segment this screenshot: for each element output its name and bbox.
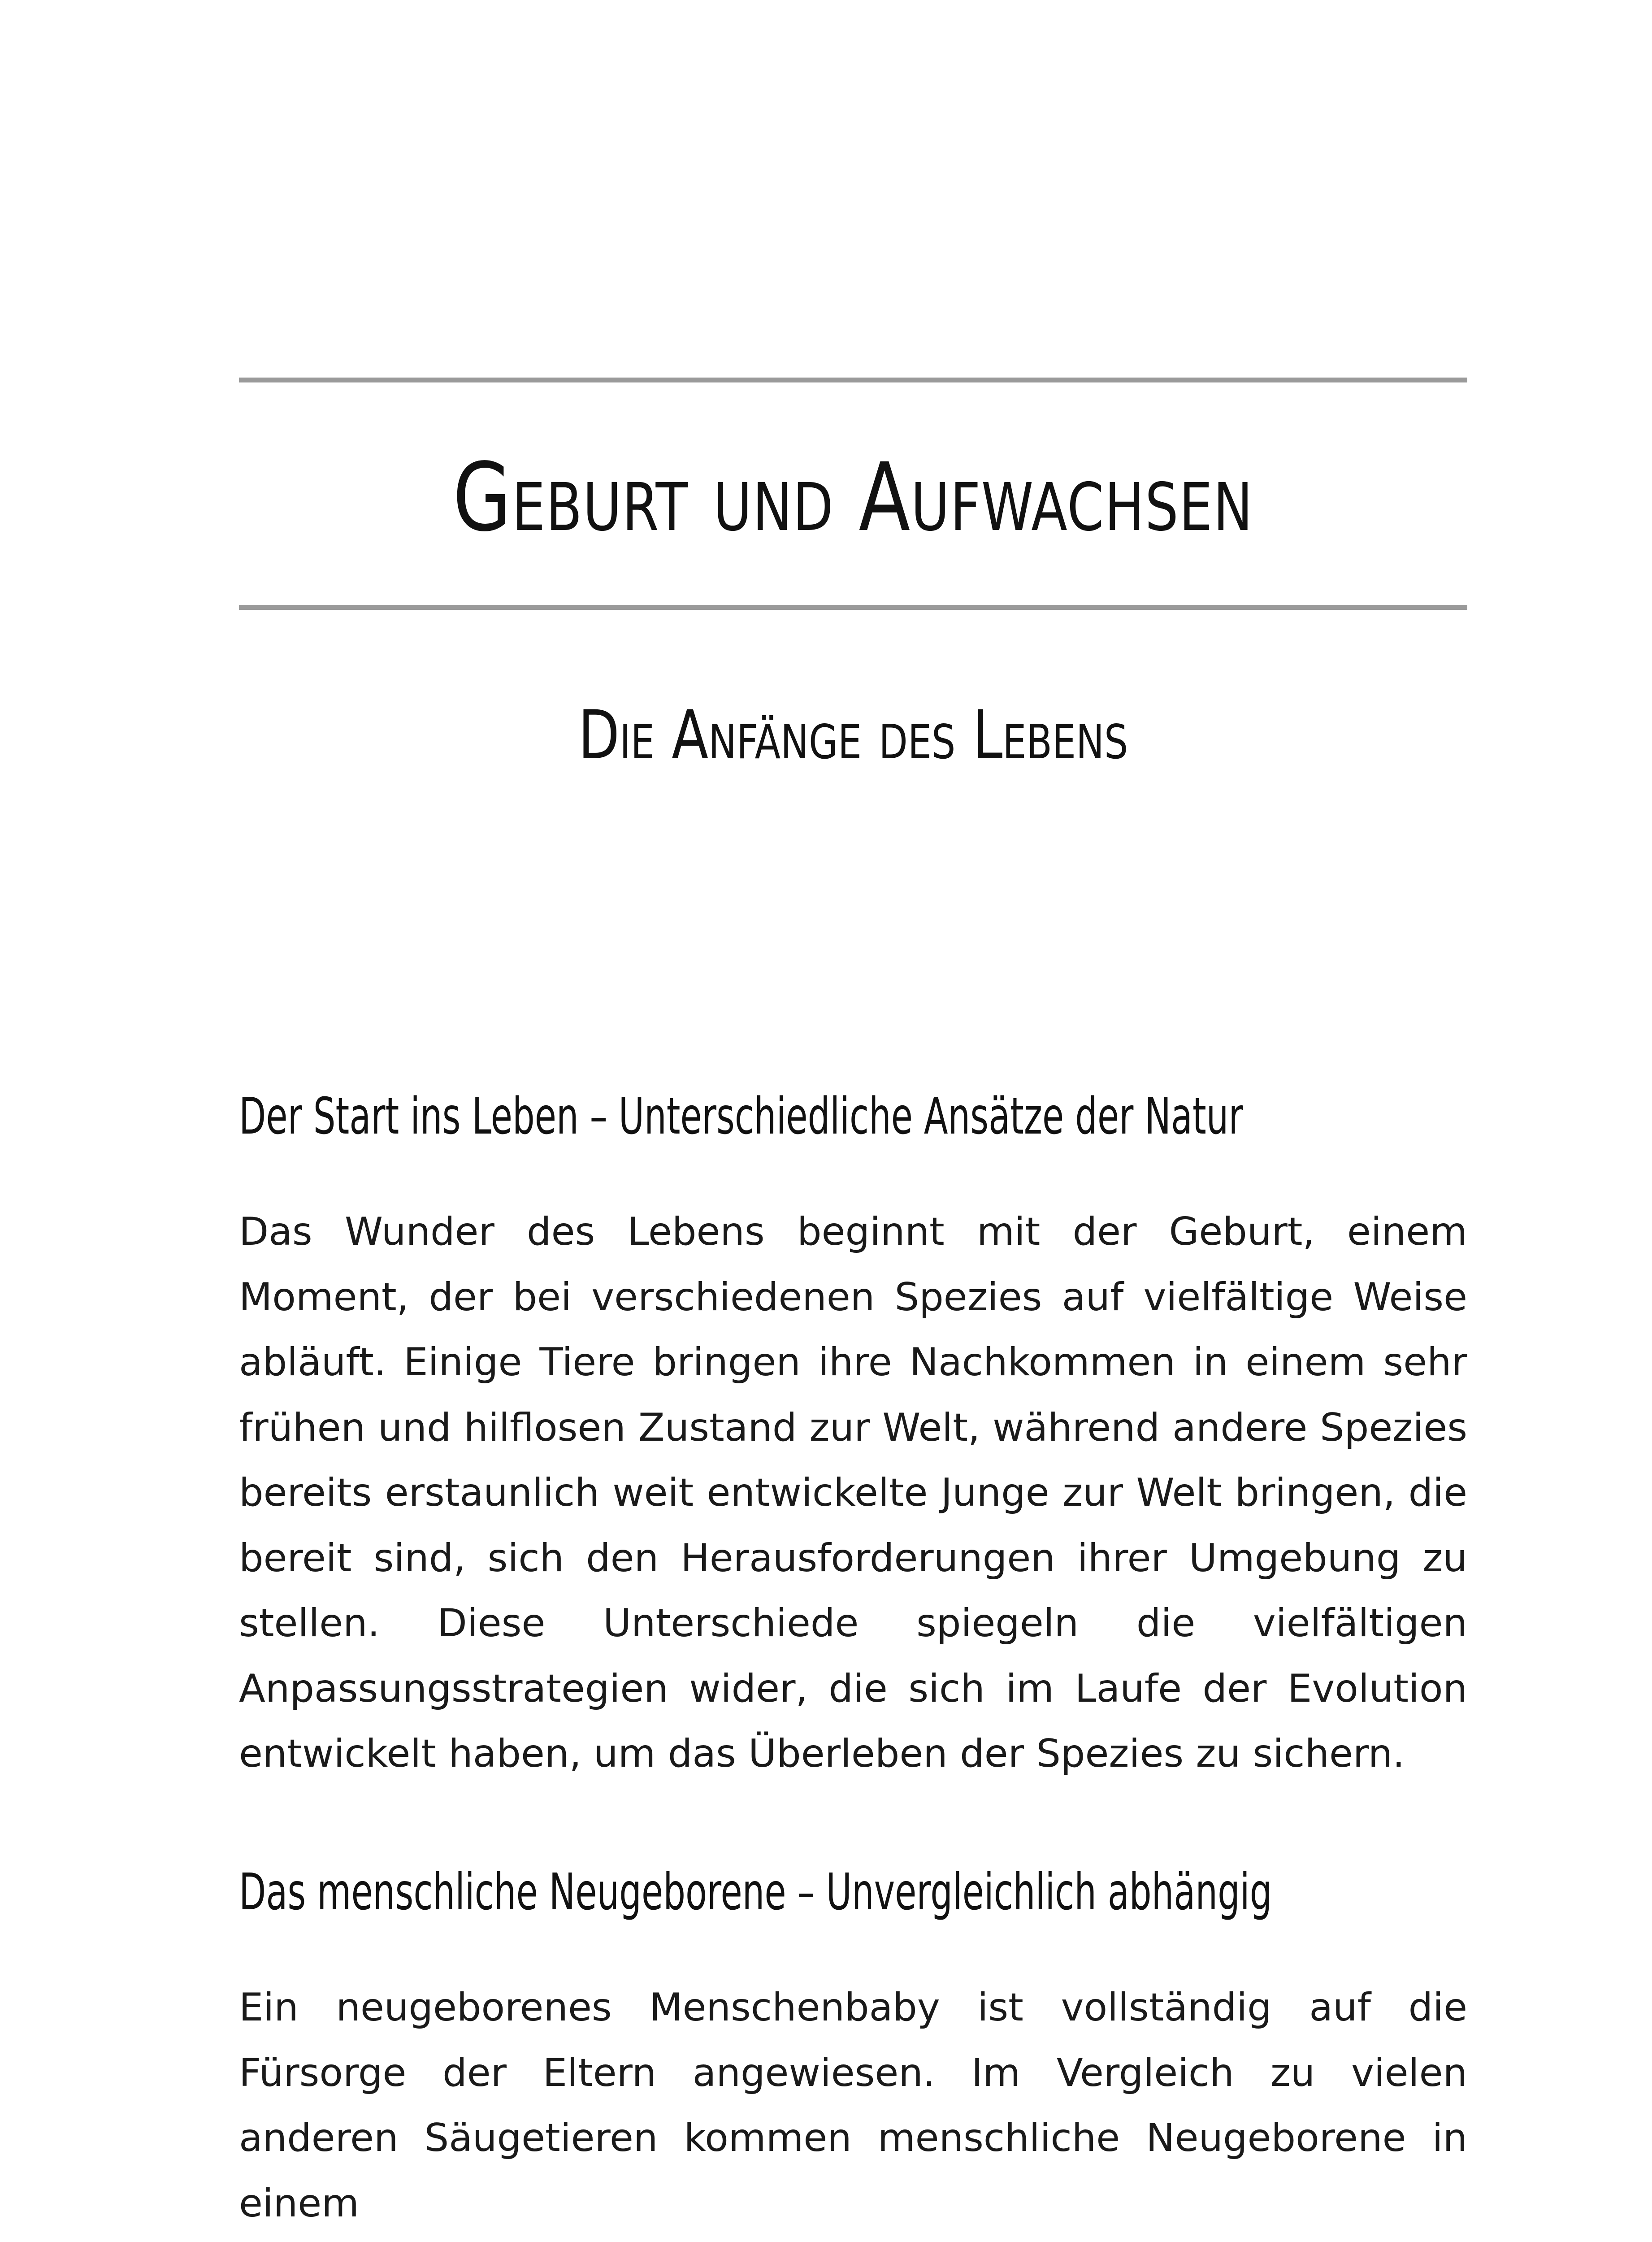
title-rule-top: [239, 378, 1467, 382]
paragraph-start: Das Wunder des Lebens beginnt mit der Geburt, einem Moment, der bei verschiedenen Spezies auf vielfältige Weise abläuft. Einige Tiere bringen ihre Nachkommen in einem sehr frühen und hilflosen Zustand zur Welt, während andere Spezies bereits erstaunlich weit entwickelte Junge zur Welt bringen, die bereit sind, sich den Herausforderungen ihrer Umgebung zu stellen. Diese Unterschiede spiegeln die vielfältigen Anpassungsstrategien wider, die sich im Laufe der Evolution entwickelt haben, um das Überleben der Spezies zu sichern.: [239, 1209, 1467, 1776]
chapter-subtitle: Die Anfänge des Lebens: [578, 696, 1128, 774]
section-heading-newborn: Das menschliche Neugeborene – Unvergleichlich abhängig: [239, 1863, 1272, 1921]
title-rule-bottom: [239, 605, 1467, 610]
chapter-title: Geburt und Aufwachsen: [453, 443, 1253, 552]
paragraph-newborn: Ein neugeborenes Menschenbaby ist vollständig auf die Fürsorge der Eltern angewiesen. Im Vergleich zu vielen anderen Säugetieren kommen menschliche Neugeborene in einem: [239, 1985, 1467, 2226]
section-heading-start: Der Start ins Leben – Unterschiedliche Ansätze der Natur: [239, 1087, 1243, 1146]
